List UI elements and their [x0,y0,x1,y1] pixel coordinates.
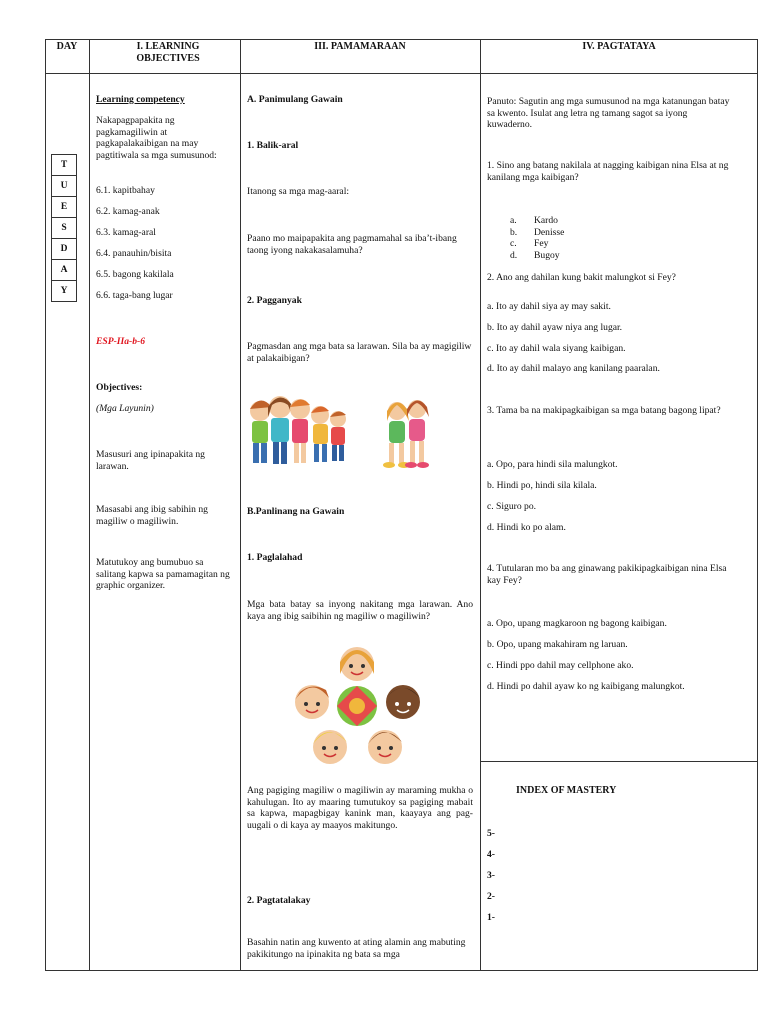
mastery-row: 4- [487,849,495,860]
header-divider [45,73,758,74]
header-pamamaraan: III. PAMAMARAAN [314,41,406,52]
day-letter: U [52,176,76,197]
competency-item: 6.1. kapitbahay [96,185,155,196]
q2-option: c. Ito ay dahil wala siyang kaibigan. [487,343,626,354]
mastery-row: 2- [487,891,495,902]
competency-text: Nakapagpapakita ng pagkamagiliwin at pagkapalakaibigan na may pagtitiwala sa mga sumusunod: [96,115,217,162]
q4-option: a. Opo, upang magkaroon ng bagong kaibigan. [487,618,667,629]
pagtatalakay-title: 2. Pagtatalakay [247,895,311,906]
day-letter: D [52,239,76,260]
mastery-row: 3- [487,870,495,881]
mastery-row: 5- [487,828,495,839]
table-border-right [757,39,758,971]
day-letter: A [52,260,76,281]
objectives-sub: (Mga Layunin) [96,403,154,414]
q3-option: d. Hindi ko po alam. [487,522,566,533]
question-4: 4. Tutularan mo ba ang ginawang pakikipagkaibigan nina Elsa kay Fey? [487,563,727,586]
question-1: 1. Sino ang batang nakilala at nagging kaibigan nina Elsa at ng kanilang mga kaibigan? [487,160,729,183]
question-2: 2. Ano ang dahilan kung bakit malungkot si Fey? [487,272,676,283]
pagganyak-text: Pagmasdan ang mga bata sa larawan. Sila ba ay magigiliw at palakaibigan? [247,341,472,364]
competency-item: 6.5. bagong kakilala [96,269,174,280]
competency-item: 6.4. panauhin/bisita [96,248,172,259]
paglalahad-title: 1. Paglalahad [247,552,303,563]
pagtatalakay-text: Basahin natin ang kuwento at ating alamin ang mabuting pakikitungo na ipinakita ng bata sa mga [247,937,466,960]
competency-item: 6.2. kamag-anak [96,206,160,217]
competency-code: ESP-IIa-b-6 [96,336,146,347]
header-objectives: I. LEARNING OBJECTIVES [136,41,200,64]
mastery-row: 1- [487,912,495,923]
objectives-label: Objectives: [96,382,143,393]
q1-options [510,215,564,261]
q1-option: c. Fey [510,238,549,249]
objective-3: Matutukoy ang bumubuo sa salitang kapwa sa pamamagitan ng graphic organizer. [96,557,230,592]
children-group-illustration [248,391,448,473]
day-letter: S [52,218,76,239]
q4-option: b. Opo, upang makahiram ng laruan. [487,639,628,650]
q3-option: c. Siguro po. [487,501,537,512]
q2-option: a. Ito ay dahil siya ay may sakit. [487,301,611,312]
section-a-title: A. Panimulang Gawain [247,94,343,105]
col-divider-2 [240,39,241,971]
competency-label: Learning competency [96,94,185,105]
lesson-plan-table [45,39,758,971]
objective-1: Masusuri ang ipinapakita ng larawan. [96,449,205,472]
competency-item: 6.3. kamag-aral [96,227,156,238]
table-border-bottom [45,970,758,971]
index-divider [481,761,758,762]
children-circle-illustration [290,644,425,774]
col-divider-1 [89,39,90,971]
q4-option: c. Hindi ppo dahil may cellphone ako. [487,660,634,671]
col-divider-3 [480,39,481,971]
balik-aral-title: 1. Balik-aral [247,140,299,151]
day-letter: T [52,155,76,176]
q2-option: d. Ito ay dahil malayo ang kanilang paaralan. [487,363,660,374]
header-day: DAY [56,41,78,52]
index-of-mastery-title: INDEX OF MASTERY [516,785,617,796]
objective-2: Masasabi ang ibig sabihin ng magiliw o magiliwin. [96,504,208,527]
header-pagtataya: IV. PAGTATAYA [582,41,656,52]
balik-aral-text1: Itanong sa mga mag-aaral: [247,186,350,197]
child-face [340,647,374,681]
balik-aral-text2: Paano mo maipapakita ang pagmamahal sa iba’t-ibang taong iyong nakakasalamuha? [247,233,457,256]
q3-option: b. Hindi po, hindi sila kilala. [487,480,597,491]
pagganyak-title: 2. Pagganyak [247,295,302,306]
paglalahad-text: Mga bata batay sa inyong nakitang mga larawan. Ano kaya ang ibig saibihin ng magiliw o magiliwin? [247,599,473,622]
panuto-text: Panuto: Sagutin ang mga sumusunod na mga katanungan batay sa kwento. Isulat ang letra ng tamang sagot sa iyong kuwaderno. [487,96,730,131]
q2-option: b. Ito ay dahil ayaw niya ang lugar. [487,322,623,333]
q4-option: d. Hindi po dahil ayaw ko ng kaibigang malungkot. [487,681,685,692]
day-letter: E [52,197,76,218]
magiliw-definition: Ang pagiging magiliw o magiliwin ay maraming mukha o kahulugan. Ito ay maaring tumutukoy sa pagiging mabait sa kapwa, mapagbigay kanink man, kaayaya ang pag-uugali o di kaya ay maayos makitungo. [247,785,473,832]
q3-option: a. Opo, para hindi sila malungkot. [487,459,618,470]
question-3: 3. Tama ba na makipagkaibigan sa mga batang bagong lipat? [487,405,721,416]
q1-option: d. Bugoy [510,249,560,261]
day-letter: Y [52,281,76,302]
q1-option: b. Denisse [510,226,565,238]
day-letters-box [51,154,77,302]
table-border-left [45,39,46,971]
competency-item: 6.6. taga-bang lugar [96,290,173,301]
section-b-title: B.Panlinang na Gawain [247,506,345,517]
q1-option: a. Kardo [510,215,558,226]
